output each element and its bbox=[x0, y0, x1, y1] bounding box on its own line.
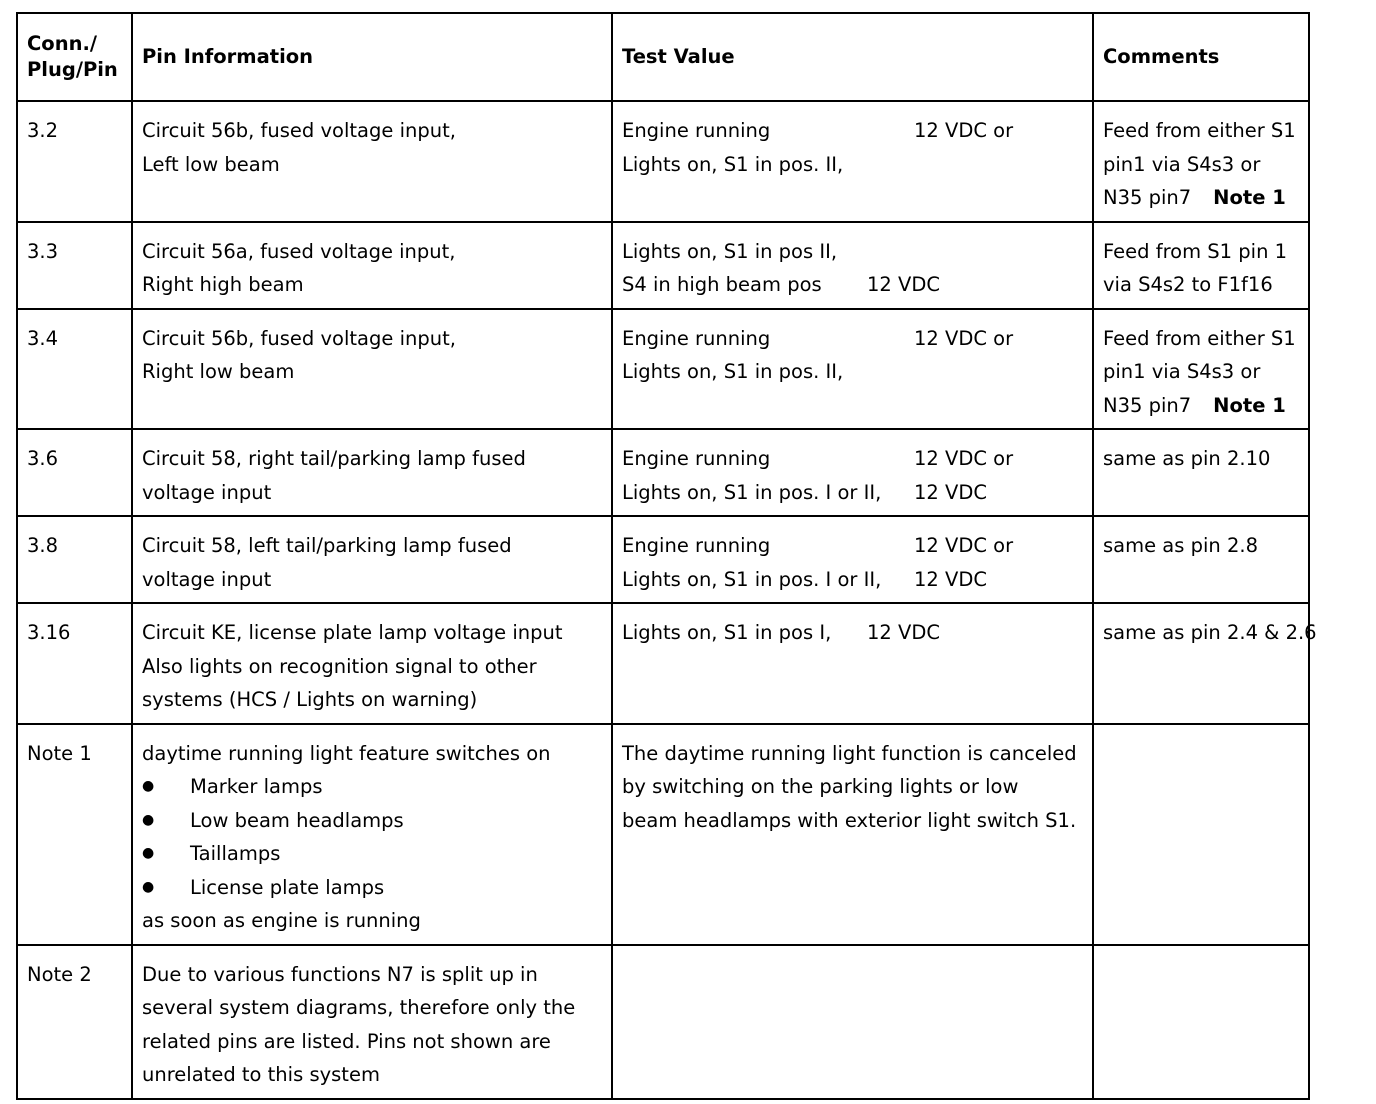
table-row bbox=[17, 101, 1309, 222]
pin-info-line: Left low beam bbox=[142, 152, 280, 176]
test-voltage: 12 VDC bbox=[914, 480, 987, 504]
note1-test-line: The daytime running light function is canceled bbox=[622, 741, 1077, 765]
note1-bullet-item bbox=[142, 770, 602, 804]
cell-comments bbox=[1093, 101, 1309, 222]
note2-label: Note 2 bbox=[27, 962, 92, 986]
comment-text: N35 pin7 bbox=[1103, 393, 1192, 417]
test-condition: S4 in high beam pos bbox=[622, 273, 822, 296]
header-pin-info bbox=[132, 13, 612, 101]
comment-text: same as pin 2.8 bbox=[1103, 534, 1258, 557]
note2-label-cell bbox=[17, 945, 132, 1099]
bullet-dot-icon: ● bbox=[142, 878, 155, 895]
note1-test-cell bbox=[612, 724, 1093, 945]
cell-pin-info bbox=[132, 516, 612, 603]
cell-conn bbox=[17, 222, 132, 309]
test-voltage: 12 VDC or bbox=[914, 326, 1014, 350]
pin-info-line: Right high beam bbox=[142, 273, 304, 296]
comment-note-ref: Note 1 bbox=[1213, 186, 1286, 209]
pin-table bbox=[16, 12, 1317, 1100]
table-row bbox=[17, 222, 1309, 309]
cell-test-value bbox=[612, 429, 1093, 516]
comment-text: via S4s2 to F1f16 bbox=[1103, 273, 1273, 296]
header-conn bbox=[17, 13, 132, 101]
test-condition: Lights on, S1 in pos. II, bbox=[622, 360, 844, 383]
test-value-line bbox=[622, 114, 1083, 148]
comment-line bbox=[1103, 355, 1299, 389]
pin-info-line: Circuit 56a, fused voltage input, bbox=[142, 239, 456, 263]
note2-line: several system diagrams, therefore only the bbox=[142, 996, 576, 1019]
cell-comments bbox=[1093, 309, 1309, 430]
comment-line bbox=[1103, 389, 1299, 423]
pin-info-line: Right low beam bbox=[142, 360, 295, 383]
note2-line: related pins are listed. Pins not shown are bbox=[142, 1029, 551, 1053]
comment-line bbox=[1103, 442, 1299, 476]
note1-bullet-text: Taillamps bbox=[190, 842, 281, 865]
cell-pin-info bbox=[132, 603, 612, 724]
comment-line bbox=[1103, 616, 1317, 650]
conn-pin-value: 3.4 bbox=[27, 326, 59, 350]
conn-pin-value: 3.8 bbox=[27, 534, 59, 557]
note1-bullet-item bbox=[142, 804, 602, 838]
test-condition: Engine running bbox=[622, 326, 771, 350]
cell-comments bbox=[1093, 429, 1309, 516]
test-value-line bbox=[622, 355, 1083, 389]
comment-text: same as pin 2.10 bbox=[1103, 447, 1271, 470]
test-value-line bbox=[622, 476, 1083, 510]
note1-comments-cell bbox=[1093, 724, 1309, 945]
comment-text: Feed from either S1 bbox=[1103, 119, 1296, 142]
cell-comments bbox=[1093, 603, 1317, 724]
note1-info-cell bbox=[132, 724, 612, 945]
note1-label: Note 1 bbox=[27, 741, 92, 765]
cell-conn bbox=[17, 603, 132, 724]
test-voltage: 12 VDC bbox=[914, 567, 987, 591]
comment-text: Feed from either S1 bbox=[1103, 326, 1296, 350]
test-value-line bbox=[622, 322, 1083, 356]
test-condition: Lights on, S1 in pos I, bbox=[622, 621, 832, 644]
test-condition: Engine running bbox=[622, 119, 771, 142]
header-comments bbox=[1093, 13, 1309, 101]
test-condition: Lights on, S1 in pos. I or II, bbox=[622, 567, 882, 591]
header-comments-label: Comments bbox=[1103, 45, 1220, 68]
table-row bbox=[17, 309, 1309, 430]
cell-conn bbox=[17, 429, 132, 516]
cell-test-value bbox=[612, 516, 1093, 603]
note1-test-line: beam headlamps with exterior light switch S1. bbox=[622, 808, 1077, 832]
header-row bbox=[17, 13, 1309, 101]
test-voltage: 12 VDC bbox=[867, 273, 940, 296]
conn-pin-value: 3.2 bbox=[27, 119, 59, 142]
pin-info-line: voltage input bbox=[142, 567, 272, 591]
conn-pin-value: 3.6 bbox=[27, 447, 59, 470]
cell-conn bbox=[17, 516, 132, 603]
note1-bullet-text: Marker lamps bbox=[190, 775, 323, 798]
pin-info-line: systems (HCS / Lights on warning) bbox=[142, 688, 478, 711]
cell-test-value bbox=[612, 101, 1093, 222]
pin-info-line: voltage input bbox=[142, 480, 272, 504]
cell-pin-info bbox=[132, 222, 612, 309]
test-condition: Engine running bbox=[622, 447, 771, 470]
comment-line bbox=[1103, 529, 1299, 563]
cell-conn bbox=[17, 309, 132, 430]
test-condition: Lights on, S1 in pos. II, bbox=[622, 152, 844, 176]
note1-bullet-item bbox=[142, 837, 602, 871]
test-value-line bbox=[622, 563, 1083, 597]
header-pin-info-label: Pin Information bbox=[142, 45, 314, 68]
pin-info-line: Also lights on recognition signal to other bbox=[142, 654, 537, 678]
cell-pin-info bbox=[132, 309, 612, 430]
table-row bbox=[17, 516, 1309, 603]
note2-row bbox=[17, 945, 1309, 1099]
note2-line: Due to various functions N7 is split up in bbox=[142, 962, 538, 986]
cell-test-value bbox=[612, 603, 1093, 724]
cell-pin-info bbox=[132, 429, 612, 516]
comment-line bbox=[1103, 235, 1299, 269]
comment-line bbox=[1103, 114, 1299, 148]
header-conn-label: Conn./ Plug/Pin bbox=[27, 32, 118, 81]
cell-conn bbox=[17, 101, 132, 222]
cell-comments bbox=[1093, 516, 1309, 603]
test-condition: Lights on, S1 in pos. I or II, bbox=[622, 480, 882, 504]
comment-line bbox=[1103, 322, 1299, 356]
note2-test-cell bbox=[612, 945, 1093, 1099]
conn-pin-value: 3.16 bbox=[27, 621, 71, 644]
cell-test-value bbox=[612, 222, 1093, 309]
pin-info-line: Circuit 58, right tail/parking lamp fused bbox=[142, 447, 526, 470]
pin-info-line: Circuit KE, license plate lamp voltage input bbox=[142, 621, 563, 644]
note1-bullet-text: License plate lamps bbox=[190, 875, 385, 899]
note1-label-cell bbox=[17, 724, 132, 945]
note1-bullet-text: Low beam headlamps bbox=[190, 808, 404, 832]
note1-row bbox=[17, 724, 1309, 945]
comment-line bbox=[1103, 148, 1299, 182]
test-value-line bbox=[622, 268, 1083, 302]
table-row bbox=[17, 429, 1309, 516]
comment-line bbox=[1103, 181, 1299, 215]
note1-outro: as soon as engine is running bbox=[142, 909, 421, 932]
table-row bbox=[17, 603, 1309, 724]
bullet-dot-icon: ● bbox=[142, 845, 155, 861]
bullet-dot-icon: ● bbox=[142, 778, 155, 794]
test-voltage: 12 VDC or bbox=[914, 534, 1014, 557]
test-value-line bbox=[622, 442, 1083, 476]
comment-text: N35 pin7 bbox=[1103, 186, 1192, 209]
test-condition: Engine running bbox=[622, 534, 771, 557]
cell-test-value bbox=[612, 309, 1093, 430]
pin-info-line: Circuit 56b, fused voltage input, bbox=[142, 326, 456, 350]
test-value-line bbox=[622, 616, 1083, 650]
comment-text: pin1 via S4s3 or bbox=[1103, 152, 1261, 176]
cell-pin-info bbox=[132, 101, 612, 222]
test-condition: Lights on, S1 in pos II, bbox=[622, 239, 838, 263]
test-value-line bbox=[622, 235, 1083, 269]
note1-intro: daytime running light feature switches on bbox=[142, 741, 551, 765]
test-value-line bbox=[622, 529, 1083, 563]
cell-comments bbox=[1093, 222, 1309, 309]
comment-line bbox=[1103, 268, 1299, 302]
comment-text: same as pin 2.4 & 2.6 bbox=[1103, 621, 1317, 644]
note2-comments-cell bbox=[1093, 945, 1309, 1099]
bullet-dot-icon: ● bbox=[142, 811, 155, 828]
conn-pin-value: 3.3 bbox=[27, 239, 59, 263]
test-value-line bbox=[622, 148, 1083, 182]
test-voltage: 12 VDC bbox=[867, 621, 940, 644]
note1-test-line: by switching on the parking lights or low bbox=[622, 775, 1019, 798]
header-test-value-label: Test Value bbox=[622, 45, 735, 68]
pin-info-line: Circuit 58, left tail/parking lamp fused bbox=[142, 534, 512, 557]
test-voltage: 12 VDC or bbox=[914, 119, 1014, 142]
note1-bullet-item bbox=[142, 871, 602, 905]
comment-text: pin1 via S4s3 or bbox=[1103, 360, 1261, 383]
note2-line: unrelated to this system bbox=[142, 1063, 380, 1086]
comment-note-ref: Note 1 bbox=[1213, 393, 1286, 417]
test-voltage: 12 VDC or bbox=[914, 447, 1014, 470]
note2-info-cell bbox=[132, 945, 612, 1099]
comment-text: Feed from S1 pin 1 bbox=[1103, 239, 1288, 263]
pin-info-line: Circuit 56b, fused voltage input, bbox=[142, 119, 456, 142]
header-test-value bbox=[612, 13, 1093, 101]
